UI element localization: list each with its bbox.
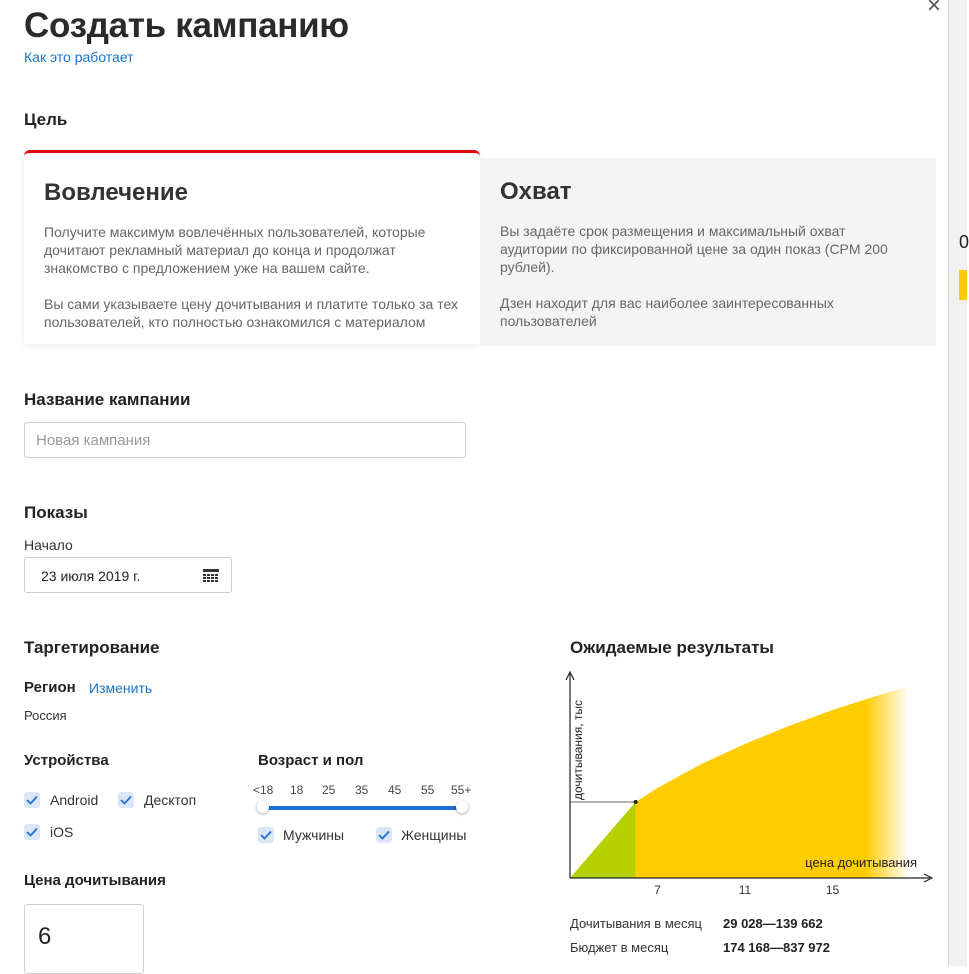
start-date-picker[interactable]	[24, 557, 232, 593]
campaign-name-heading: Название кампании	[24, 390, 191, 409]
age-slider-track[interactable]	[263, 806, 463, 810]
check-icon	[260, 830, 272, 840]
goal-card-text: Получите максимум вовлечённых пользователей, которые дочитают рекламный материал до конца и продолжат знакомство с предложением уже на вашем сайте.	[44, 224, 426, 276]
check-icon	[120, 795, 132, 805]
region-value: Россия	[24, 708, 67, 723]
x-tick-label: 11	[738, 883, 752, 897]
age-tick: 55+	[451, 783, 472, 797]
goal-card-text: Вы сами указываете цену дочитывания и платите только за тех пользователей, кто полностью ознакомился с материалом	[44, 296, 458, 330]
price-heading: Цена дочитывания	[24, 872, 166, 889]
check-icon	[26, 827, 38, 837]
close-icon[interactable]: ×	[927, 0, 942, 19]
goal-card-title: Охват	[500, 178, 572, 205]
x-tick-label: 7	[654, 883, 661, 897]
female-checkbox[interactable]	[376, 827, 392, 843]
calendar-icon[interactable]	[203, 569, 219, 588]
male-checkbox[interactable]	[258, 827, 274, 843]
age-slider-max-handle[interactable]	[456, 801, 468, 813]
age-tick: 35	[355, 783, 369, 797]
goal-card-text: Вы задаёте срок размещения и максимальный охват аудитории по фиксированной цене за один показ (CPM 200 рублей).	[500, 223, 888, 275]
goal-card-engagement[interactable]	[24, 150, 480, 344]
start-date-value: 23 июля 2019 г.	[41, 568, 141, 584]
check-icon	[26, 795, 38, 805]
ios-label: iOS	[50, 824, 74, 840]
age-tick: 45	[388, 783, 402, 797]
check-icon	[378, 830, 390, 840]
x-tick-label: 15	[825, 883, 840, 897]
region-label: Регион	[24, 679, 76, 696]
region-change-link[interactable]: Изменить	[89, 680, 153, 696]
ios-checkbox[interactable]	[24, 824, 40, 840]
results-heading: Ожидаемые результаты	[570, 638, 774, 657]
devices-heading: Устройства	[24, 752, 109, 769]
age-gender-heading: Возраст и пол	[258, 752, 364, 769]
age-tick: 25	[322, 783, 336, 797]
goal-card-text: Дзен находит для вас наиболее заинтересованных пользователей	[500, 295, 834, 329]
male-label: Мужчины	[283, 827, 345, 843]
desktop-label: Десктоп	[144, 792, 197, 808]
background-panel: 0	[948, 0, 967, 966]
goal-card-reach[interactable]	[480, 158, 936, 346]
age-tick: 55	[421, 783, 435, 797]
age-slider-min-handle[interactable]	[257, 801, 269, 813]
targeting-heading: Таргетирование	[24, 638, 160, 657]
start-date-label: Начало	[24, 537, 73, 553]
desktop-checkbox[interactable]	[118, 792, 134, 808]
current-price-area	[570, 802, 636, 878]
age-tick: 18	[290, 783, 304, 797]
stat-label: Дочитывания в месяц	[570, 916, 702, 931]
stat-label: Бюджет в месяц	[570, 940, 669, 955]
female-label: Женщины	[401, 827, 467, 843]
curve-area	[636, 686, 910, 878]
stat-value: 174 168—837 972	[723, 940, 830, 955]
shows-heading: Показы	[24, 503, 88, 522]
results-chart	[562, 668, 938, 898]
y-axis-label: дочитывания, тыс	[571, 699, 585, 800]
goal-heading: Цель	[24, 110, 68, 129]
x-axis-label: цена дочитывания	[805, 855, 917, 870]
how-it-works-link[interactable]: Как это работает	[24, 49, 134, 65]
current-price-point	[634, 800, 638, 804]
page-title: Создать кампанию	[24, 6, 349, 45]
campaign-name-input[interactable]	[24, 422, 466, 458]
price-input[interactable]: 6	[24, 904, 144, 974]
age-tick: <18	[253, 783, 274, 797]
android-checkbox[interactable]	[24, 792, 40, 808]
goal-card-title: Вовлечение	[44, 179, 188, 206]
android-label: Android	[50, 792, 99, 808]
stat-value: 29 028—139 662	[723, 916, 823, 931]
